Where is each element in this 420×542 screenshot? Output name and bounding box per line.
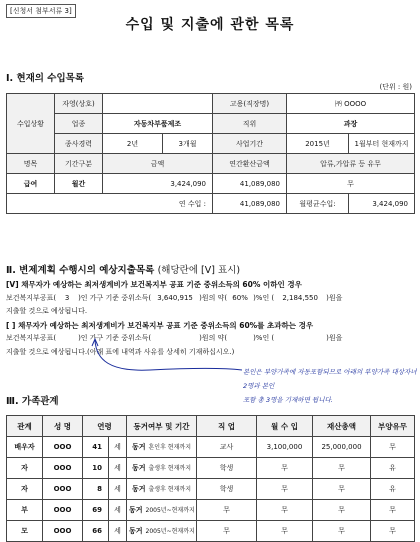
business-period-value: 1월부터 현재까지 <box>349 134 415 154</box>
col-seizure-header: 압류,가압류 등 유무 <box>287 154 415 174</box>
monthly-avg-value: 3,424,090 <box>349 194 415 214</box>
cohab-period: 출생후 현재까지 <box>148 465 191 472</box>
cohab-cell <box>127 500 197 521</box>
income-section-title: Ⅰ. 현재의 수입목록 <box>6 73 84 84</box>
salary-name: 급여 <box>7 174 55 194</box>
employment-value: ㈜ OOOO <box>287 94 415 114</box>
cohab-cell <box>127 479 197 500</box>
opt2-text-b: )인 가구 기준 중위소득( <box>78 334 152 342</box>
cohab-status: 동거 <box>129 506 143 514</box>
annual-income-label: 연 수입 : <box>7 194 213 214</box>
job-cell: 무 <box>197 500 257 521</box>
relation-cell: 부 <box>7 500 43 521</box>
family-table <box>6 415 415 542</box>
age-unit-cell: 세 <box>109 437 127 458</box>
col-name-header: 명목 <box>7 154 55 174</box>
handwritten-line-1: 본인은 부양가족에 자동포함되므로 아래의 부양가족 대상자녀 2명과 본인 <box>243 368 417 390</box>
name-cell: OOO <box>43 458 83 479</box>
salary-amount: 3,424,090 <box>103 174 213 194</box>
employment-label: 고용(직장명) <box>213 94 287 114</box>
col-amount-header: 금액 <box>103 154 213 174</box>
opt2-text-d: )%인 ( <box>253 334 275 342</box>
age-unit-cell: 세 <box>109 479 127 500</box>
job-cell: 학생 <box>197 458 257 479</box>
name-cell: OOO <box>43 521 83 542</box>
handwritten-note <box>243 365 418 407</box>
option1-footer: 지출할 것으로 예상됩니다. <box>6 307 88 315</box>
income-cell: 무 <box>257 479 313 500</box>
plan-section-sub: (해당란에 [V] 표시) <box>157 265 241 276</box>
relation-cell: 배우자 <box>7 437 43 458</box>
cohab-cell <box>127 521 197 542</box>
annual-income-value: 41,089,080 <box>213 194 287 214</box>
income-cell: 무 <box>257 521 313 542</box>
age-cell: 69 <box>83 500 109 521</box>
table-row <box>7 437 415 458</box>
opt1-text-b: )인 가구 기준 중위소득( <box>78 293 152 302</box>
header-age: 연령 <box>83 416 127 437</box>
header-name: 성 명 <box>43 416 83 437</box>
industry-value: 자동차부품제조 <box>103 114 213 134</box>
table-row <box>7 521 415 542</box>
cohab-cell <box>127 458 197 479</box>
support-cell: 무 <box>371 437 415 458</box>
option1-text: 채무자가 예상하는 최저생계비가 보건복지부 공표 기준 중위소득의 60% 이하인 경우 <box>21 280 302 289</box>
employer-label: 자영(상호) <box>55 94 103 114</box>
support-cell: 무 <box>371 521 415 542</box>
age-cell: 10 <box>83 458 109 479</box>
option2-checkbox[interactable]: [ ] <box>6 320 16 330</box>
job-cell: 무 <box>197 521 257 542</box>
income-cell: 무 <box>257 458 313 479</box>
tenure-label: 종사경력 <box>55 134 103 154</box>
table-row <box>7 479 415 500</box>
age-unit-cell: 세 <box>109 500 127 521</box>
header-assets: 재산총액 <box>313 416 371 437</box>
unit-label: (단위 : 원) <box>379 83 412 91</box>
assets-cell: 무 <box>313 458 371 479</box>
handwritten-line-2: 포함 총 3명을 기재하면 됩니다. <box>243 396 333 404</box>
income-cell: 무 <box>257 500 313 521</box>
assets-cell: 25,000,000 <box>313 437 371 458</box>
table-row <box>7 458 415 479</box>
header-cohabitation: 동거여부 및 기간 <box>127 416 197 437</box>
opt2-text-a: 보건복지부공표( <box>6 334 57 342</box>
position-value: 과장 <box>287 114 415 134</box>
support-cell: 유 <box>371 458 415 479</box>
plan-section-title-main: Ⅱ. 변제계획 수행시의 예상지출목록 <box>6 265 155 276</box>
age-cell: 8 <box>83 479 109 500</box>
opt1-pct: 60% <box>232 293 248 302</box>
age-cell: 41 <box>83 437 109 458</box>
header-job: 직 업 <box>197 416 257 437</box>
header-income: 월 수 입 <box>257 416 313 437</box>
job-cell: 교사 <box>197 437 257 458</box>
age-cell: 66 <box>83 521 109 542</box>
opt1-text-d: )%인 ( <box>253 293 275 302</box>
industry-label: 업종 <box>55 114 103 134</box>
business-period-year: 2015년 <box>287 134 349 154</box>
cohab-status: 동거 <box>131 464 146 472</box>
opt1-text-c: )원의 약( <box>199 293 228 302</box>
document-title: 수입 및 지출에 관한 목록 <box>125 17 295 33</box>
business-period-label: 사업기간 <box>213 134 287 154</box>
option2-footer: 지출할 것으로 예상됩니다.(아래 표에 내역과 사유를 상세히 기재하십시오.) <box>6 347 235 356</box>
header-support: 부양유무 <box>371 416 415 437</box>
relation-cell: 자 <box>7 458 43 479</box>
support-cell: 유 <box>371 479 415 500</box>
support-cell: 무 <box>371 500 415 521</box>
age-unit-cell: 세 <box>109 458 127 479</box>
cohab-status: 동거 <box>131 485 146 493</box>
age-unit-cell: 세 <box>109 521 127 542</box>
tenure-months: 3개월 <box>163 134 213 154</box>
opt1-household: 3 <box>64 293 70 302</box>
cohab-period: 혼인후 현재까지 <box>148 444 191 451</box>
relation-cell: 자 <box>7 479 43 500</box>
opt2-text-e: )원을 <box>326 334 343 342</box>
family-section-title: Ⅲ. 가족관계 <box>6 396 59 407</box>
job-cell: 학생 <box>197 479 257 500</box>
cohab-status: 동거 <box>131 443 146 451</box>
cohab-cell <box>127 437 197 458</box>
option2-text: 채무자가 예상하는 최저생계비가 보건복지부 공표 기준 중위소득의 60%를 초과하는 경우 <box>18 320 314 330</box>
table-row <box>7 500 415 521</box>
assets-cell: 무 <box>313 479 371 500</box>
opt1-text-a: 보건복지부공표( <box>6 293 57 302</box>
tenure-years: 2년 <box>103 134 163 154</box>
income-cell: 3,100,000 <box>257 437 313 458</box>
salary-seizure: 무 <box>287 174 415 194</box>
col-period-header: 기간구분 <box>55 154 103 174</box>
opt1-text-e: )원을 <box>326 293 343 302</box>
col-annual-header: 연간환산금액 <box>213 154 287 174</box>
opt1-amount: 2,184,550 <box>282 293 318 302</box>
opt2-text-c: )원의 약( <box>199 334 228 342</box>
form-tag: [신청서 첨부서류 3] <box>6 4 76 18</box>
name-cell: OOO <box>43 437 83 458</box>
position-label: 직위 <box>213 114 287 134</box>
salary-period: 월간 <box>55 174 103 194</box>
relation-cell: 모 <box>7 521 43 542</box>
assets-cell: 무 <box>313 500 371 521</box>
name-cell: OOO <box>43 500 83 521</box>
income-status-label: 수입상황 <box>7 94 55 154</box>
header-relation: 관계 <box>7 416 43 437</box>
opt1-median: 3,640,915 <box>157 293 193 302</box>
cohab-period: 출생후 현재까지 <box>148 486 191 493</box>
assets-cell: 무 <box>313 521 371 542</box>
option1-checkbox[interactable]: [V] <box>6 280 19 289</box>
salary-annual: 41,089,080 <box>213 174 287 194</box>
cohab-period: 2005년~현재까지 <box>145 507 195 514</box>
name-cell: OOO <box>43 479 83 500</box>
cohab-status: 동거 <box>129 527 143 535</box>
cohab-period: 2005년~현재까지 <box>145 528 195 535</box>
monthly-avg-label: 월평균수입: <box>287 194 349 214</box>
